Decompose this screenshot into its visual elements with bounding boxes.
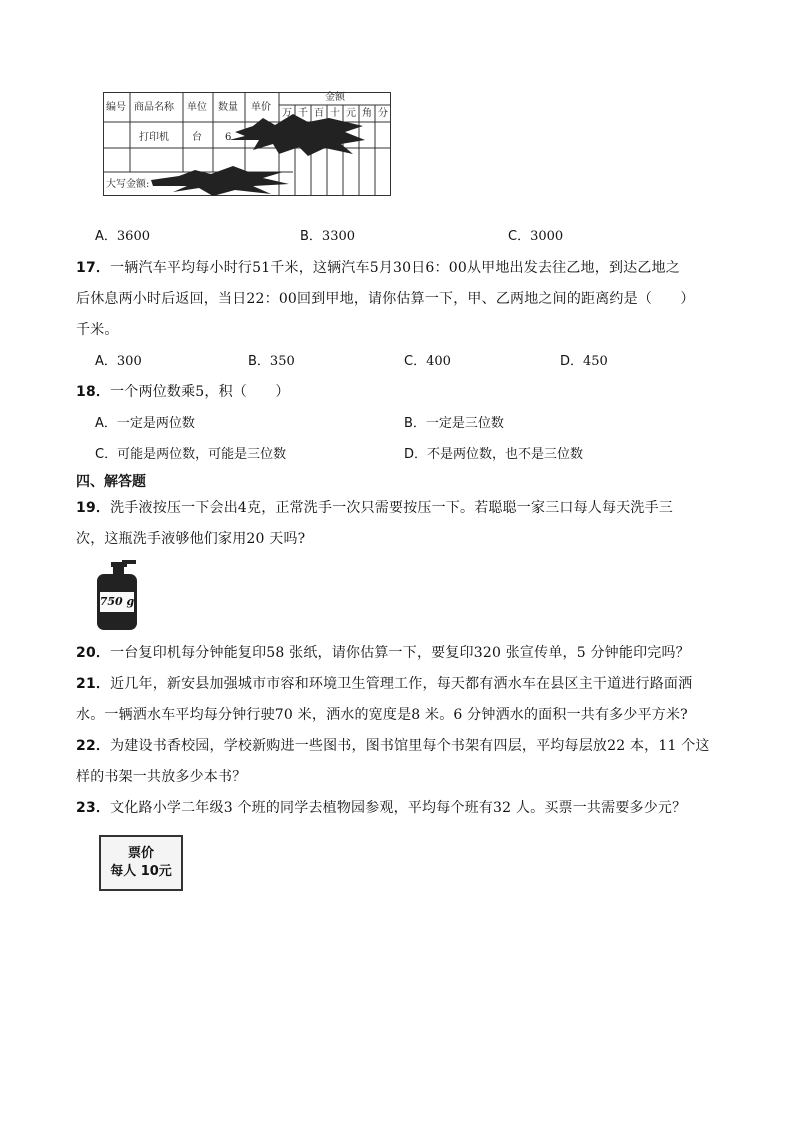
q21-line-1 [76, 674, 692, 694]
row-unit: 台 [192, 132, 202, 143]
q16-option-b[interactable] [300, 227, 355, 247]
q16-option-c[interactable] [508, 227, 563, 247]
option-key: A． [95, 354, 117, 369]
ticket-line-2: 每人 10元 [110, 864, 172, 879]
q22-line-2: 样的书架一共放多少本书？ [76, 769, 247, 785]
digit-label: 角 [362, 108, 372, 119]
header-unit: 单位 [187, 102, 207, 113]
option-text: 300 [116, 354, 142, 369]
header-qty: 数量 [218, 102, 238, 113]
option-text: 3600 [116, 229, 150, 244]
q17-line-3: 千米。 [76, 322, 119, 338]
q17-line-1 [76, 258, 680, 278]
option-text: 一定是三位数 [425, 416, 504, 431]
capital-label: 大写金额: [106, 179, 150, 190]
question-number: 22． [76, 738, 111, 754]
question-number: 18． [76, 384, 111, 400]
question-text: 一辆汽车平均每小时行51千米，这辆汽车5月30日6：00从甲地出发去往乙地，到达乙地之 [110, 260, 680, 276]
q18-stem [76, 382, 290, 402]
option-key: D． [560, 354, 584, 369]
question-number: 20． [76, 645, 111, 661]
q17-option-c[interactable] [404, 352, 451, 372]
question-number: 21． [76, 676, 111, 692]
q18-option-b[interactable] [404, 414, 504, 434]
ticket-price-sign [99, 835, 183, 891]
q18-option-a[interactable] [95, 414, 195, 434]
option-text: 3300 [321, 229, 356, 244]
row-name: 打印机 [139, 132, 169, 143]
option-text: 一定是两位数 [116, 416, 195, 431]
q23-stem [76, 798, 686, 818]
q19-line-1 [76, 498, 673, 518]
q18-option-c[interactable] [95, 445, 286, 465]
q18-option-d[interactable] [404, 445, 583, 465]
option-text: 350 [269, 354, 295, 369]
option-key: C． [404, 354, 427, 369]
question-text: 一台复印机每分钟能复印58 张纸，请你估算一下，要复印320 张宣传单，5 分钟能印完吗？ [110, 645, 690, 661]
section-heading: 四、解答题 [76, 474, 146, 490]
bottle-label: 750 g [99, 595, 135, 608]
question-text: 文化路小学二年级3 个班的同学去植物园参观，平均每个班有32 人。买票一共需要多少元？ [110, 800, 687, 816]
q17-option-a[interactable] [95, 352, 142, 372]
header-price: 单价 [251, 102, 271, 113]
digit-label: 千 [298, 108, 308, 119]
option-text: 400 [426, 354, 451, 369]
option-key: B． [248, 354, 270, 369]
question-text: 为建设书香校园，学校新购进一些图书，图书馆里每个书架有四层，平均每层放22 本，11 个这 [110, 738, 710, 754]
row-qty: 6 [225, 132, 232, 143]
option-key: B． [404, 416, 426, 431]
option-key: D． [404, 447, 428, 462]
q17-option-d[interactable] [560, 352, 608, 372]
header-amount: 金额 [325, 92, 345, 103]
ink-blot-price [229, 114, 365, 156]
option-key: C． [95, 447, 118, 462]
invoice-table [103, 92, 391, 196]
ink-blot-capital [151, 166, 289, 196]
header-name: 商品名称 [134, 102, 174, 113]
option-key: C． [508, 229, 531, 244]
digit-label: 元 [346, 108, 356, 119]
q20-stem [76, 643, 690, 663]
header-no: 编号 [106, 102, 126, 113]
option-key: A． [95, 229, 117, 244]
q17-line-2: 后休息两小时后返回，当日22：00回到甲地，请你估算一下，甲、乙两地之间的距离约是（ ） [76, 291, 695, 307]
question-text: 一个两位数乘5，积（ ） [110, 384, 290, 400]
digit-label: 十 [330, 108, 340, 119]
digit-label: 百 [314, 108, 324, 119]
option-text: 450 [583, 354, 608, 369]
q19-line-2: 次，这瓶洗手液够他们家用20 天吗? [76, 531, 306, 547]
q17-option-b[interactable] [248, 352, 295, 372]
question-text: 近几年，新安县加强城市市容和环境卫生管理工作，每天都有洒水车在县区主干道进行路面洒 [110, 676, 693, 692]
option-text: 3000 [530, 229, 564, 244]
q16-option-a[interactable] [95, 227, 150, 247]
question-number: 17． [76, 260, 111, 276]
option-text: 不是两位数，也不是三位数 [427, 447, 584, 462]
q22-line-1 [76, 736, 710, 756]
option-key: A． [95, 416, 117, 431]
soap-bottle-image [94, 558, 140, 632]
option-text: 可能是两位数，可能是三位数 [117, 447, 287, 462]
ticket-line-1: 票价 [127, 846, 154, 861]
question-text: 洗手液按压一下会出4克，正常洗手一次只需要按压一下。若聪聪一家三口每人每天洗手三 [110, 500, 673, 516]
digit-label: 分 [378, 108, 388, 119]
question-number: 19． [76, 500, 111, 516]
question-number: 23． [76, 800, 111, 816]
option-key: B． [300, 229, 322, 244]
q21-line-2: 水。一辆洒水车平均每分钟行驶70 米，洒水的宽度是8 米。6 分钟洒水的面积一共有多少平方米? [76, 707, 688, 723]
digit-label: 万 [282, 108, 292, 119]
